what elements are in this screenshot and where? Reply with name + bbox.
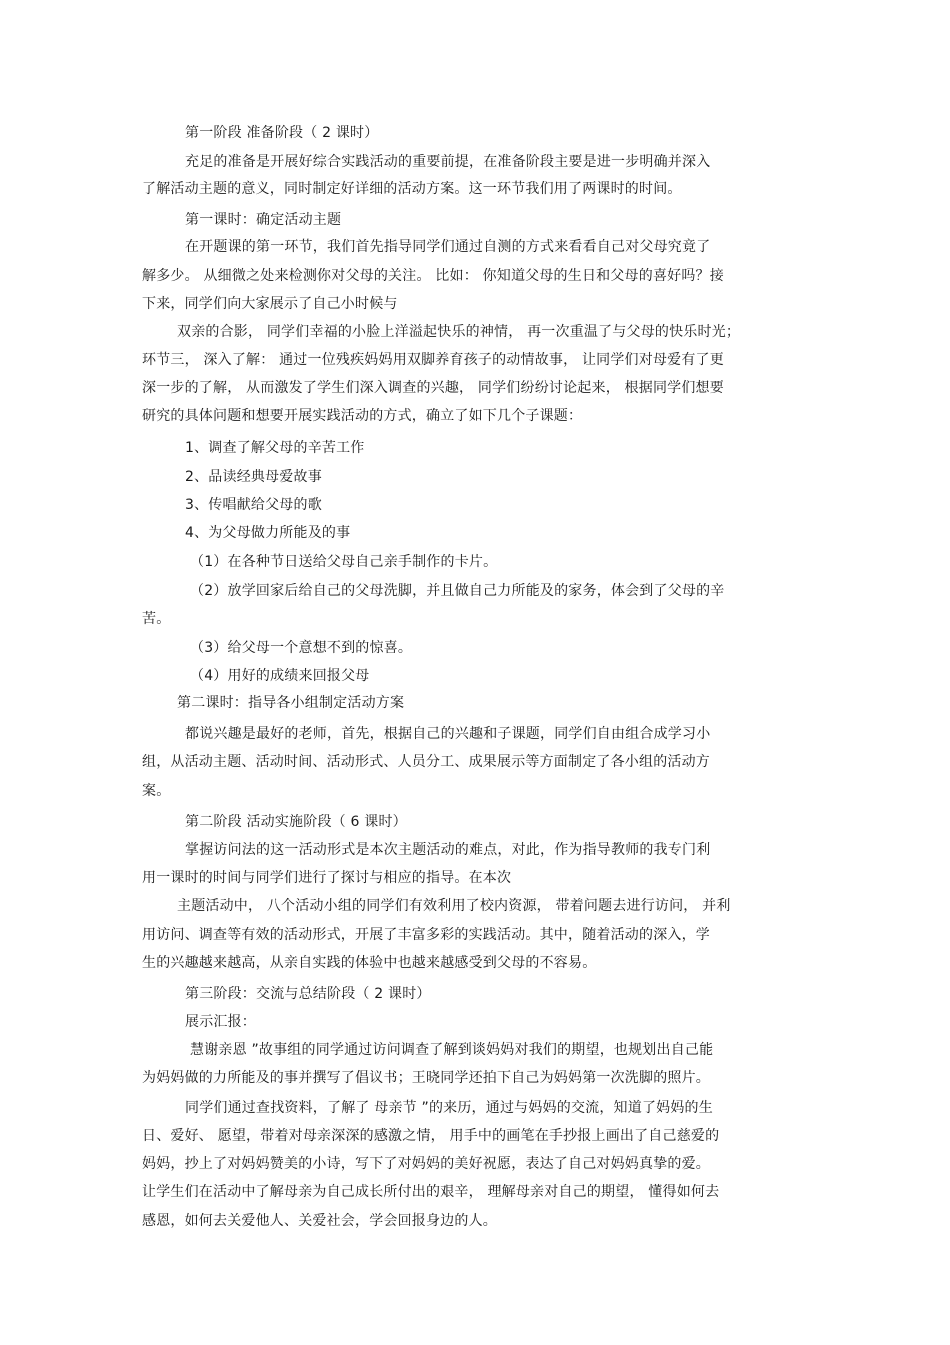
paragraph-line: 日、爱好、 愿望，带着对母亲深深的感激之情， 用手中的画笔在手抄报上画出了自己慈爱的 (142, 1128, 720, 1144)
paragraph-line: 解多少。 从细微之处来检测你对父母的关注。 比如： 你知道父母的生日和父母的喜好吗？接 (142, 268, 724, 284)
paragraph-line: 妈妈，抄上了对妈妈赞美的小诗，写下了对妈妈的美好祝愿，表达了自己对妈妈真挚的爱。 (142, 1156, 710, 1172)
paragraph-line: 同学们通过查找资料，了解了 母亲节 ”的来历，通过与妈妈的交流，知道了妈妈的生 (185, 1100, 713, 1116)
list-item: 1、调查了解父母的辛苦工作 (185, 440, 365, 456)
paragraph-line: 环节三， 深入了解： 通过一位残疾妈妈用双脚养育孩子的动情故事， 让同学们对母爱有了更 (142, 352, 724, 368)
paragraph-line: 用一课时的时间与同学们进行了探讨与相应的指导。在本次 (142, 870, 512, 886)
heading-showcase: 展示汇报： (185, 1014, 256, 1030)
paragraph-line: 充足的准备是开展好综合实践活动的重要前提，在准备阶段主要是进一步明确并深入 (185, 154, 711, 170)
paragraph-line: 在开题课的第一环节，我们首先指导同学们通过自测的方式来看看自己对父母究竟了 (185, 239, 711, 255)
paragraph-line: 让学生们在活动中了解母亲为自己成长所付出的艰辛， 理解母亲对自己的期望， 懂得如何去 (142, 1184, 720, 1200)
paragraph-line: 感恩，如何去关爱他人、关爱社会，学会回报身边的人。 (142, 1213, 497, 1229)
list-item: 3、传唱献给父母的歌 (185, 497, 322, 513)
paragraph-line: 了解活动主题的意义，同时制定好详细的活动方案。这一环节我们用了两课时的时间。 (142, 181, 682, 197)
sub-list-item: （3）给父母一个意想不到的惊喜。 (190, 640, 413, 656)
sub-list-item: （4）用好的成绩来回报父母 (190, 668, 370, 684)
paragraph-line: 双亲的合影， 同学们幸福的小脸上洋溢起快乐的神情， 再一次重温了与父母的快乐时光； (177, 324, 741, 340)
heading-stage-three: 第三阶段：交流与总结阶段（ 2 课时） (185, 986, 431, 1002)
heading-stage-two: 第二阶段 活动实施阶段（ 6 课时） (185, 814, 407, 830)
heading-stage-one: 第一阶段 准备阶段（ 2 课时） (185, 125, 379, 141)
paragraph-line: 案。 (142, 783, 171, 799)
paragraph-line: 掌握访问法的这一活动形式是本次主题活动的难点，对此，作为指导教师的我专门利 (185, 842, 711, 858)
paragraph-line: 都说兴趣是最好的老师，首先，根据自己的兴趣和子课题，同学们自由组合成学习小 (185, 726, 711, 742)
heading-lesson-one: 第一课时：确定活动主题 (185, 212, 342, 228)
list-item: 4、为父母做力所能及的事 (185, 525, 351, 541)
sub-list-item: （2）放学回家后给自己的父母洗脚，并且做自己力所能及的家务，体会到了父母的辛 (190, 583, 725, 599)
paragraph-line: 慧谢亲恩 ”故事组的同学通过访问调查了解到谈妈妈对我们的期望，也规划出自己能 (190, 1042, 714, 1058)
paragraph-line: 为妈妈做的力所能及的事并撰写了倡议书；王晓同学还拍下自己为妈妈第一次洗脚的照片。 (142, 1070, 710, 1086)
heading-lesson-two: 第二课时：指导各小组制定活动方案 (177, 695, 405, 711)
paragraph-line: 用访问、调查等有效的活动形式，开展了丰富多彩的实践活动。其中，随着活动的深入，学 (142, 927, 710, 943)
list-item: 2、品读经典母爱故事 (185, 469, 322, 485)
paragraph-line: 生的兴趣越来越高，从亲自实践的体验中也越来越感受到父母的不容易。 (142, 955, 597, 971)
sub-list-item: （1）在各种节日送给父母自己亲手制作的卡片。 (190, 554, 498, 570)
paragraph-line: 研究的具体问题和想要开展实践活动的方式，确立了如下几个子课题： (142, 408, 583, 424)
paragraph-line: 下来，同学们向大家展示了自己小时候与 (142, 296, 398, 312)
paragraph-line: 主题活动中， 八个活动小组的同学们有效利用了校内资源， 带着问题去进行访问， 并利 (177, 898, 731, 914)
paragraph-line: 组，从活动主题、活动时间、活动形式、人员分工、成果展示等方面制定了各小组的活动方 (142, 754, 710, 770)
paragraph-line: 苦。 (142, 611, 171, 627)
paragraph-line: 深一步的了解， 从而激发了学生们深入调查的兴趣， 同学们纷纷讨论起来， 根据同学们想要 (142, 380, 724, 396)
